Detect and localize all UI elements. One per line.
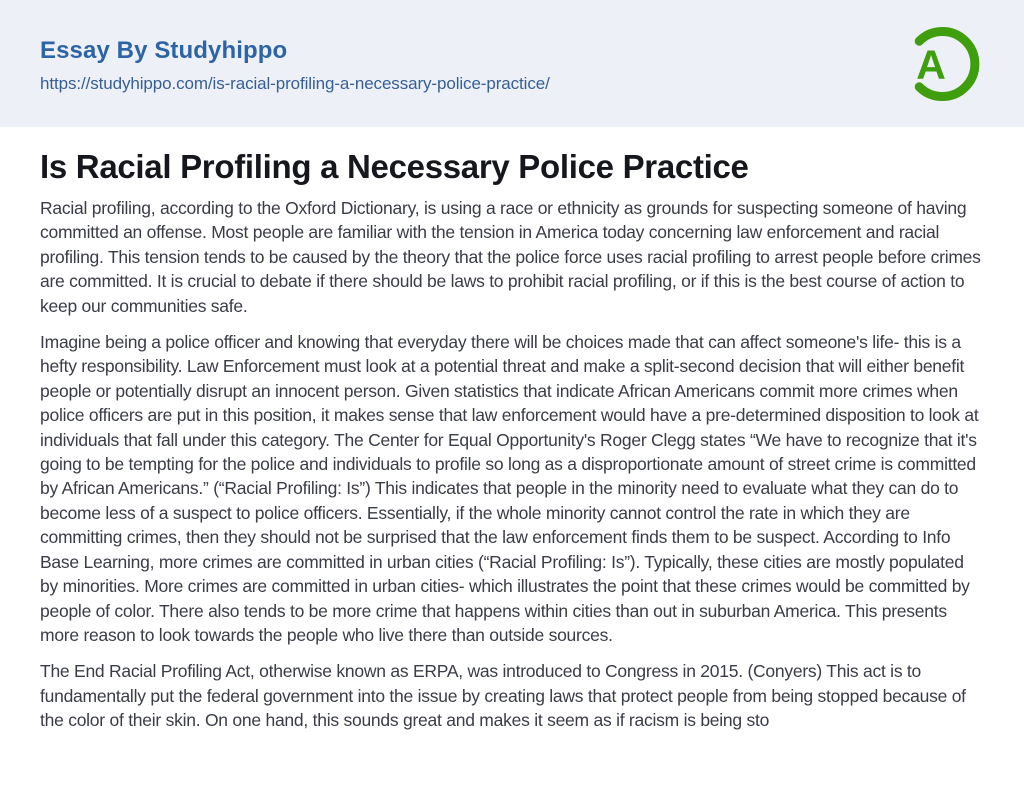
page-header — [0, 0, 1024, 127]
article-paragraph-1: Racial profiling, according to the Oxford Dictionary, is using a race or ethnicity as grounds for suspecting someone of having committed an offense. Most people are familiar with the tension in America today concerning law enforcement and racial profiling. This tension tends to be caused by the theory that the police force uses racial profiling to arrest people before crimes are committed. It is crucial to debate if there should be laws to prohibit racial profiling, or if this is the best course of action to keep our communities safe. — [40, 198, 981, 316]
article-url-link[interactable]: https://studyhippo.com/is-racial-profiling-a-necessary-police-practice/ — [40, 74, 550, 93]
logo-letter: A — [916, 41, 946, 87]
logo-arc-icon — [900, 22, 984, 106]
article-paragraph-2: Imagine being a police officer and knowing that everyday there will be choices made that can affect someone's life- this is a hefty responsibility. Law Enforcement must look at a potential threat and make a split-second decision that will either benefit people or potentially disrupt an innocent person. Given statistics that indicate African Americans commit more crimes when police officers are put in this position, it makes sense that law enforcement would have a pre-determined disposition to look at individuals that fall under this category. The Center for Equal Opportunity's Roger Clegg states “We have to recognize that it's going to be tempting for the police and individuals to profile so long as a disproportionate amount of street crime is committed by African Americans.” (“Racial Profiling: Is”) This indicates that people in the minority need to evaluate what they can do to become less of a suspect to police officers. Essentially, if the whole minority cannot control the rate in which they are committing crimes, then they should not be surprised that the law enforcement finds them to be suspect. According to Info Base Learning, more crimes are committed in urban cities (“Racial Profiling: Is”). Typically, these cities are mostly populated by minorities. More crimes are committed in urban cities- which illustrates the point that these crimes would be committed by people of color. There also tends to be more crime that happens within cities than out in suburban America. This presents more reason to look towards the people who live there than outside sources. — [40, 332, 979, 645]
header-text-block — [40, 33, 550, 94]
article-main — [0, 147, 1024, 733]
page-title: Is Racial Profiling a Necessary Police Practice — [40, 148, 749, 185]
studyhippo-logo — [900, 22, 984, 106]
article-paragraph-3: The End Racial Profiling Act, otherwise known as ERPA, was introduced to Congress in 2015. (Conyers) This act is to fundamentally put the federal government into the issue by creating laws that protect people from being stopped because of the color of their skin. On one hand, this sounds great and makes it seem as if racism is being sto — [40, 661, 966, 731]
site-title: Essay By Studyhippo — [40, 37, 288, 64]
